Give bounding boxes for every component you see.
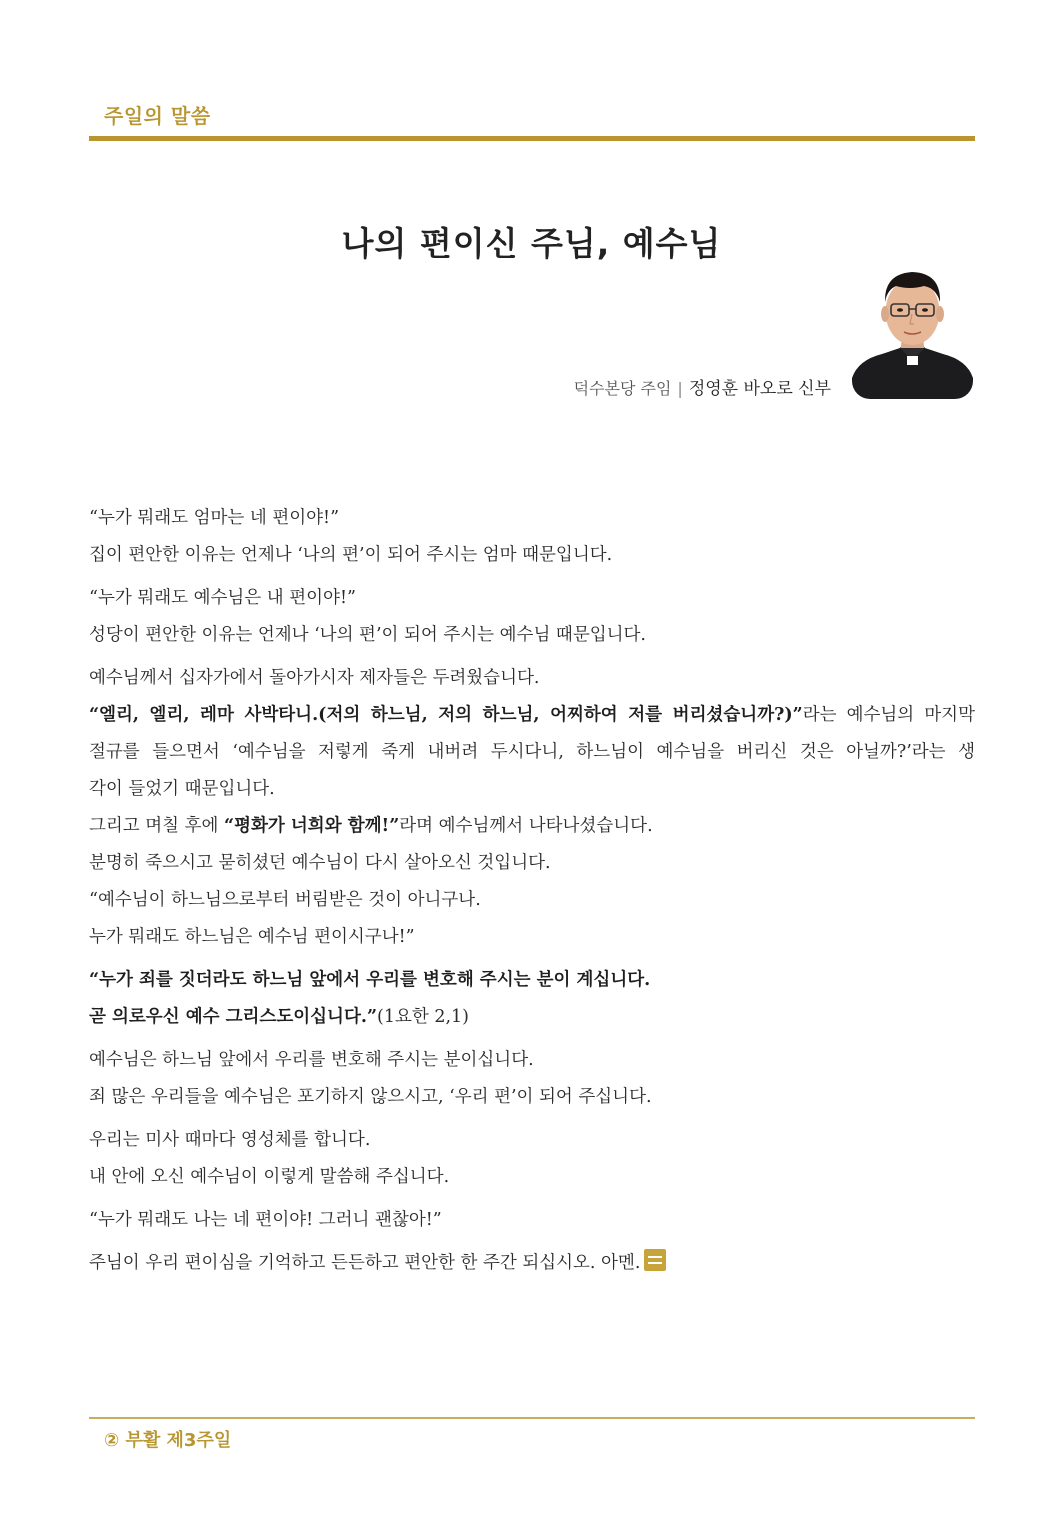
body-line: 우리는 미사 때마다 영성체를 합니다. — [89, 1130, 371, 1150]
page-footer: ② 부활 제3주일 — [104, 1430, 232, 1451]
bottom-divider — [89, 1417, 975, 1419]
body-line: “누가 뭐래도 예수님은 내 편이야!” — [89, 588, 356, 608]
body-line: 죄 많은 우리들을 예수님은 포기하지 않으시고, ‘우리 편’이 되어 주십니다. — [89, 1087, 652, 1107]
byline-role: 덕수본당 주임 — [573, 379, 672, 398]
body-line: “누가 뭐래도 엄마는 네 편이야!” — [89, 508, 340, 528]
body-text-fragment: 라며 예수님께서 나타나셨습니다. — [399, 816, 653, 836]
paragraph-6 — [89, 1122, 975, 1196]
bold-quote: “엘리, 엘리, 레마 사박타니.(저의 하느님, 저의 하느님, 어찌하여 저를 버리셨습니까?)” — [89, 705, 803, 725]
article-body — [89, 500, 975, 1288]
scripture-reference: (1요한 2,1) — [377, 1007, 470, 1027]
paragraph-4 — [89, 962, 975, 1036]
paragraph-3 — [89, 660, 975, 956]
priest-portrait-icon — [852, 260, 973, 399]
body-line — [89, 808, 975, 845]
body-line: “예수님이 하느님으로부터 버림받은 것이 아니구나. — [89, 890, 481, 910]
body-line: 절규를 들으면서 ‘예수님을 저렇게 죽게 내버려 두시다니, 하느님이 예수님을 버리신 것은 아닐까?’라는 생 — [89, 742, 975, 762]
body-line: “누가 뭐래도 나는 네 편이야! 그러니 괜찮아!” — [89, 1210, 442, 1230]
body-line: 예수님은 하느님 앞에서 우리를 변호해 주시는 분이십니다. — [89, 1050, 534, 1070]
paragraph-1 — [89, 500, 975, 574]
body-line — [89, 999, 975, 1036]
byline — [574, 374, 831, 399]
byline-separator: | — [677, 379, 683, 398]
body-text-fragment: 라는 예수님의 마지막 — [802, 705, 975, 725]
body-line: 분명히 죽으시고 묻히셨던 예수님이 다시 살아오신 것입니다. — [89, 853, 551, 873]
bold-quote: 곧 의로우신 예수 그리스도이십니다.” — [89, 1007, 378, 1027]
paragraph-2 — [89, 580, 975, 654]
paragraph-8 — [89, 1245, 975, 1282]
body-line: 예수님께서 십자가에서 돌아가시자 제자들은 두려웠습니다. — [89, 668, 540, 688]
body-line: 각이 들었기 때문입니다. — [89, 779, 275, 799]
body-line — [89, 697, 975, 734]
body-line: 누가 뭐래도 하느님은 예수님 편이시구나!” — [89, 927, 415, 947]
body-line: 집이 편안한 이유는 언제나 ‘나의 편’이 되어 주시는 엄마 때문입니다. — [89, 545, 613, 565]
paragraph-7 — [89, 1202, 975, 1239]
body-text-fragment: 주님이 우리 편이심을 기억하고 든든하고 편안한 한 주간 되십시오. 아멘. — [89, 1253, 641, 1273]
byline-name: 정영훈 바오로 신부 — [688, 379, 831, 399]
article-title: 나의 편이신 주님, 예수님 — [341, 224, 722, 263]
section-label: 주일의 말씀 — [104, 104, 211, 128]
bold-quote: “평화가 너희와 함께!” — [224, 816, 400, 836]
top-divider — [89, 136, 975, 141]
author-portrait — [852, 260, 973, 399]
body-line: 성당이 편안한 이유는 언제나 ‘나의 편’이 되어 주시는 예수님 때문입니다. — [89, 625, 646, 645]
end-mark-icon — [644, 1249, 666, 1271]
bold-quote: “누가 죄를 짓더라도 하느님 앞에서 우리를 변호해 주시는 분이 계십니다. — [89, 970, 651, 990]
body-line: 내 안에 오신 예수님이 이렇게 말씀해 주십니다. — [89, 1167, 450, 1187]
paragraph-5 — [89, 1042, 975, 1116]
body-line — [89, 1245, 975, 1282]
body-text-fragment: 그리고 며칠 후에 — [89, 816, 225, 836]
